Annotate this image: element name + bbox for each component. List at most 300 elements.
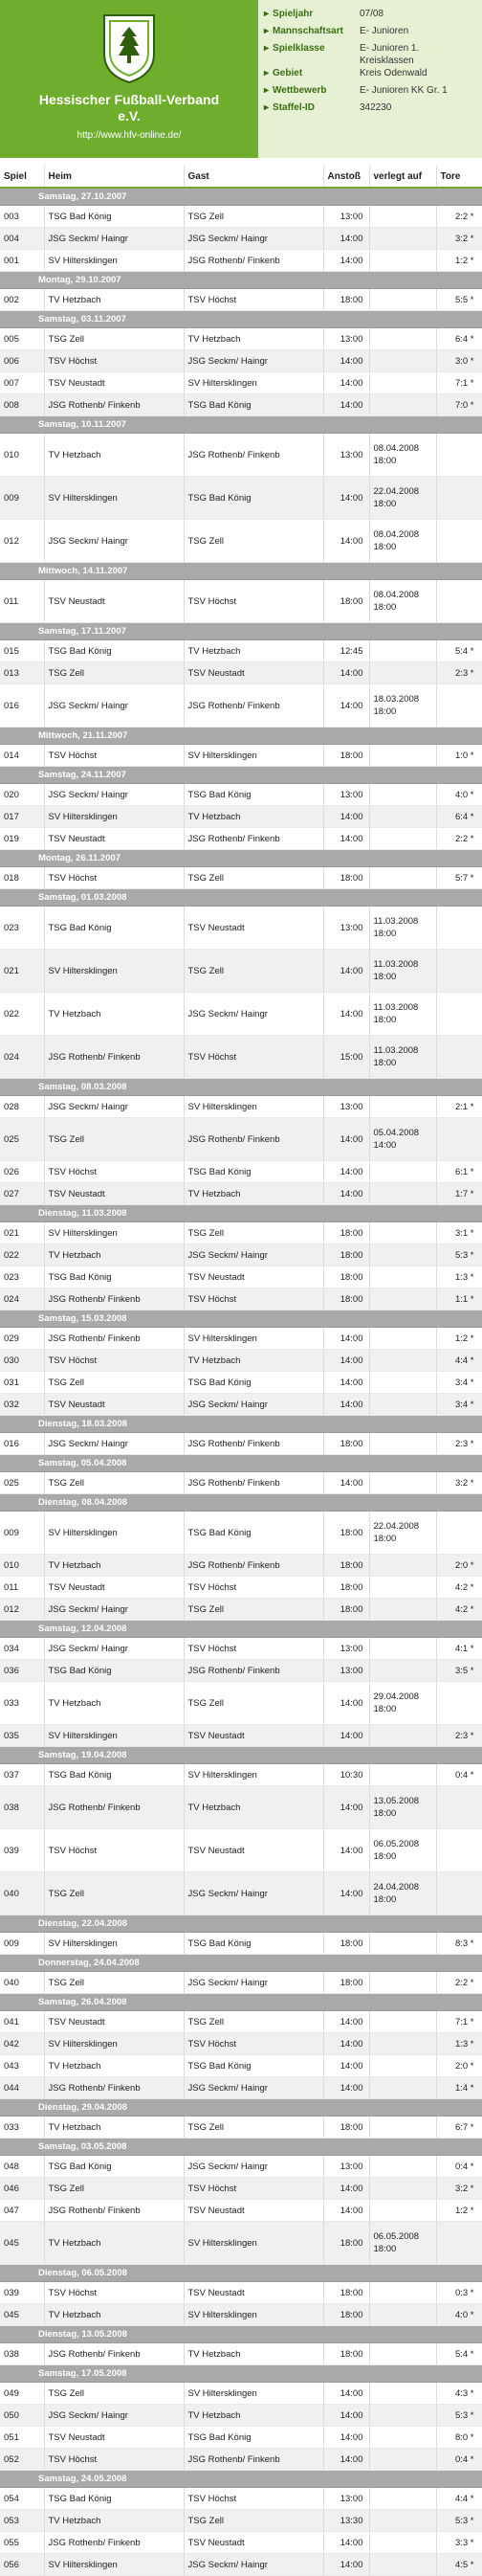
cell-spiel: 017 (0, 806, 44, 828)
match-date: Donnerstag, 24.04.2008 (0, 1955, 482, 1972)
cell-verlegt (369, 1372, 436, 1394)
cell-gast: SV Hiltersklingen (184, 1096, 323, 1118)
table-row (0, 1372, 482, 1394)
cell-gast: TV Hetzbach (184, 1183, 323, 1205)
cell-anstoss: 12:45 (323, 640, 369, 662)
table-row (0, 1555, 482, 1577)
cell-spiel: 010 (0, 434, 44, 477)
cell-gast: JSG Rothenb/ Finkenb (184, 684, 323, 728)
cell-tore: 3:1 * (436, 1222, 482, 1244)
table-row (0, 520, 482, 563)
cell-verlegt (369, 1638, 436, 1660)
cell-verlegt (369, 1555, 436, 1577)
cell-gast: JSG Seckm/ Haingr (184, 1972, 323, 1994)
cell-gast: TSG Zell (184, 2510, 323, 2532)
cell-anstoss: 14:00 (323, 1161, 369, 1183)
column-header-gast: Gast (184, 166, 323, 188)
cell-tore: 1:0 * (436, 745, 482, 767)
arrow-right-icon: ▸ (264, 102, 270, 113)
cell-verlegt: 18.03.2008 18:00 (369, 684, 436, 728)
column-header-spiel: Spiel (0, 166, 44, 188)
cell-heim: JSG Rothenb/ Finkenb (44, 1328, 184, 1350)
cell-verlegt (369, 2282, 436, 2304)
cell-spiel: 010 (0, 1555, 44, 1577)
cell-tore: 8:3 * (436, 1933, 482, 1955)
cell-anstoss: 14:00 (323, 806, 369, 828)
cell-heim: TV Hetzbach (44, 2055, 184, 2077)
cell-spiel: 021 (0, 1222, 44, 1244)
cell-gast: JSG Seckm/ Haingr (184, 350, 323, 372)
table-header-row (0, 166, 482, 188)
cell-spiel: 034 (0, 1638, 44, 1660)
table-row (0, 662, 482, 684)
table-row (0, 1288, 482, 1310)
cell-anstoss: 14:00 (323, 2055, 369, 2077)
cell-spiel: 054 (0, 2488, 44, 2510)
cell-gast: TSV Höchst (184, 1638, 323, 1660)
cell-anstoss: 14:00 (323, 477, 369, 520)
cell-gast: TSG Zell (184, 1682, 323, 1725)
cell-spiel: 028 (0, 1096, 44, 1118)
cell-tore: 2:3 * (436, 1433, 482, 1455)
cell-tore: 2:3 * (436, 662, 482, 684)
cell-verlegt (369, 1096, 436, 1118)
cell-verlegt (369, 1328, 436, 1350)
cell-anstoss: 18:00 (323, 1972, 369, 1994)
table-row (0, 2343, 482, 2365)
info-value: E- Junioren 1. Kreisklassen (360, 43, 420, 66)
cell-heim: TSG Zell (44, 1972, 184, 1994)
match-date-row (0, 1205, 482, 1222)
cell-anstoss: 14:00 (323, 2033, 369, 2055)
column-header-heim: Heim (44, 166, 184, 188)
cell-anstoss: 14:00 (323, 2554, 369, 2576)
cell-gast: JSG Seckm/ Haingr (184, 993, 323, 1036)
match-date: Samstag, 12.04.2008 (0, 1621, 482, 1638)
cell-tore: 5:5 * (436, 289, 482, 311)
match-date-row (0, 850, 482, 867)
cell-gast: SV Hiltersklingen (184, 372, 323, 394)
cell-anstoss: 18:00 (323, 1433, 369, 1455)
cell-gast: TV Hetzbach (184, 2343, 323, 2365)
table-row (0, 2383, 482, 2405)
cell-heim: SV Hiltersklingen (44, 1222, 184, 1244)
cell-heim: JSG Seckm/ Haingr (44, 2405, 184, 2427)
cell-spiel: 007 (0, 372, 44, 394)
cell-spiel: 041 (0, 2011, 44, 2033)
table-row (0, 372, 482, 394)
info-value: E- Junioren KK Gr. 1 (360, 85, 448, 96)
table-row (0, 1829, 482, 1872)
column-header-tore: Tore (436, 166, 482, 188)
cell-anstoss: 18:00 (323, 1933, 369, 1955)
table-row (0, 1394, 482, 1416)
cell-anstoss: 14:00 (323, 1394, 369, 1416)
cell-tore: 4:1 * (436, 1638, 482, 1660)
cell-spiel: 020 (0, 784, 44, 806)
info-label (264, 8, 360, 25)
cell-tore (436, 1786, 482, 1829)
cell-heim: TSV Höchst (44, 867, 184, 889)
cell-anstoss: 18:00 (323, 1244, 369, 1266)
cell-tore: 3:4 * (436, 1372, 482, 1394)
cell-anstoss: 14:00 (323, 2405, 369, 2427)
cell-gast: JSG Rothenb/ Finkenb (184, 1555, 323, 1577)
cell-tore: 6:7 * (436, 2117, 482, 2139)
cell-verlegt: 11.03.2008 18:00 (369, 950, 436, 993)
cell-heim: JSG Rothenb/ Finkenb (44, 394, 184, 416)
cell-verlegt (369, 250, 436, 272)
cell-spiel: 021 (0, 950, 44, 993)
table-row (0, 1725, 482, 1747)
cell-tore (436, 2222, 482, 2265)
match-date-row (0, 1994, 482, 2011)
cell-gast: TV Hetzbach (184, 806, 323, 828)
cell-heim: TSV Neustadt (44, 2427, 184, 2449)
cell-spiel: 053 (0, 2510, 44, 2532)
table-row (0, 477, 482, 520)
match-date: Samstag, 17.11.2007 (0, 623, 482, 640)
cell-tore: 3:2 * (436, 2178, 482, 2200)
table-row (0, 806, 482, 828)
cell-gast: TSG Bad König (184, 784, 323, 806)
cell-anstoss: 13:00 (323, 1638, 369, 1660)
match-date-row (0, 623, 482, 640)
cell-gast: SV Hiltersklingen (184, 1764, 323, 1786)
cell-anstoss: 18:00 (323, 1577, 369, 1599)
cell-gast: TSG Zell (184, 2117, 323, 2139)
cell-tore: 5:3 * (436, 2405, 482, 2427)
cell-verlegt (369, 1394, 436, 1416)
cell-anstoss: 15:00 (323, 1036, 369, 1079)
cell-gast: JSG Rothenb/ Finkenb (184, 1118, 323, 1161)
table-row (0, 1638, 482, 1660)
fixtures-body (0, 188, 482, 2576)
cell-spiel: 025 (0, 1118, 44, 1161)
match-date-row (0, 563, 482, 580)
match-date: Samstag, 24.05.2008 (0, 2471, 482, 2488)
info-label (264, 25, 360, 42)
cell-tore: 1:3 * (436, 1266, 482, 1288)
cell-anstoss: 18:00 (323, 2222, 369, 2265)
table-row (0, 2178, 482, 2200)
cell-anstoss: 14:00 (323, 2011, 369, 2033)
cell-heim: TSV Neustadt (44, 372, 184, 394)
cell-anstoss: 14:00 (323, 372, 369, 394)
cell-gast: TSG Zell (184, 520, 323, 563)
cell-tore: 4:4 * (436, 2488, 482, 2510)
cell-spiel: 052 (0, 2449, 44, 2471)
cell-heim: TSG Zell (44, 1118, 184, 1161)
table-row (0, 206, 482, 228)
cell-heim: TV Hetzbach (44, 2510, 184, 2532)
arrow-right-icon: ▸ (264, 9, 270, 19)
cell-anstoss: 18:00 (323, 1288, 369, 1310)
table-row (0, 2304, 482, 2326)
table-row (0, 1933, 482, 1955)
table-row (0, 1096, 482, 1118)
cell-heim: SV Hiltersklingen (44, 2033, 184, 2055)
cell-tore: 6:1 * (436, 1161, 482, 1183)
cell-heim: SV Hiltersklingen (44, 1512, 184, 1555)
match-date-row (0, 2265, 482, 2282)
cell-spiel: 039 (0, 2282, 44, 2304)
cell-tore: 1:4 * (436, 2077, 482, 2099)
cell-verlegt (369, 2178, 436, 2200)
cell-verlegt (369, 1764, 436, 1786)
cell-heim: JSG Rothenb/ Finkenb (44, 2532, 184, 2554)
cell-tore: 0:4 * (436, 2156, 482, 2178)
info-row (264, 101, 474, 119)
table-row (0, 1682, 482, 1725)
cell-spiel: 005 (0, 328, 44, 350)
cell-anstoss: 13:00 (323, 1660, 369, 1682)
cell-gast: JSG Rothenb/ Finkenb (184, 828, 323, 850)
cell-verlegt (369, 2011, 436, 2033)
cell-verlegt (369, 1660, 436, 1682)
info-row (264, 8, 474, 25)
cell-spiel: 009 (0, 477, 44, 520)
cell-verlegt (369, 289, 436, 311)
match-date: Dienstag, 11.03.2008 (0, 1205, 482, 1222)
cell-heim: TV Hetzbach (44, 2222, 184, 2265)
table-row (0, 2077, 482, 2099)
info-label-text: Spielklasse (273, 43, 325, 54)
table-row (0, 1244, 482, 1266)
match-date-row (0, 728, 482, 745)
cell-gast: SV Hiltersklingen (184, 2304, 323, 2326)
cell-verlegt (369, 1725, 436, 1747)
cell-heim: TSV Neustadt (44, 1577, 184, 1599)
cell-heim: JSG Seckm/ Haingr (44, 1096, 184, 1118)
table-row (0, 1577, 482, 1599)
cell-anstoss: 14:00 (323, 2449, 369, 2471)
table-row (0, 394, 482, 416)
cell-heim: TSG Bad König (44, 206, 184, 228)
cell-verlegt (369, 745, 436, 767)
cell-anstoss: 14:00 (323, 1872, 369, 1915)
cell-anstoss: 13:00 (323, 784, 369, 806)
info-row (264, 67, 474, 84)
info-value: 342230 (360, 102, 392, 113)
cell-heim: TV Hetzbach (44, 993, 184, 1036)
cell-gast: TSV Höchst (184, 2033, 323, 2055)
cell-heim: TSV Höchst (44, 1161, 184, 1183)
cell-spiel: 037 (0, 1764, 44, 1786)
cell-spiel: 035 (0, 1725, 44, 1747)
cell-spiel: 033 (0, 1682, 44, 1725)
cell-tore: 5:3 * (436, 1244, 482, 1266)
cell-verlegt: 11.03.2008 18:00 (369, 907, 436, 950)
cell-verlegt (369, 1244, 436, 1266)
match-date: Dienstag, 06.05.2008 (0, 2265, 482, 2282)
cell-spiel: 056 (0, 2554, 44, 2576)
cell-heim: TSG Zell (44, 1372, 184, 1394)
match-date-row (0, 1494, 482, 1512)
cell-gast: TSG Zell (184, 206, 323, 228)
table-row (0, 1764, 482, 1786)
cell-spiel: 022 (0, 993, 44, 1036)
cell-gast: JSG Seckm/ Haingr (184, 2554, 323, 2576)
cell-anstoss: 14:00 (323, 1183, 369, 1205)
cell-tore: 0:4 * (436, 2449, 482, 2471)
cell-anstoss: 14:00 (323, 1725, 369, 1747)
cell-anstoss: 14:00 (323, 684, 369, 728)
cell-verlegt (369, 372, 436, 394)
cell-heim: TSG Bad König (44, 640, 184, 662)
cell-verlegt (369, 350, 436, 372)
cell-verlegt (369, 2304, 436, 2326)
cell-tore: 1:7 * (436, 1183, 482, 1205)
cell-anstoss: 18:00 (323, 1266, 369, 1288)
cell-tore: 1:1 * (436, 1288, 482, 1310)
cell-gast: TSG Bad König (184, 2055, 323, 2077)
cell-spiel: 032 (0, 1394, 44, 1416)
cell-verlegt (369, 2554, 436, 2576)
cell-verlegt: 06.05.2008 18:00 (369, 2222, 436, 2265)
cell-tore: 2:2 * (436, 206, 482, 228)
cell-gast: TSG Zell (184, 1599, 323, 1621)
cell-heim: TSV Höchst (44, 745, 184, 767)
cell-spiel: 046 (0, 2178, 44, 2200)
cell-heim: TSG Zell (44, 2178, 184, 2200)
cell-gast: JSG Rothenb/ Finkenb (184, 1660, 323, 1682)
arrow-right-icon: ▸ (264, 43, 270, 54)
cell-gast: TSG Bad König (184, 1933, 323, 1955)
cell-tore (436, 1036, 482, 1079)
cell-heim: JSG Rothenb/ Finkenb (44, 2077, 184, 2099)
cell-gast: TSV Höchst (184, 2178, 323, 2200)
match-date-row (0, 2139, 482, 2156)
cell-verlegt (369, 2117, 436, 2139)
cell-tore (436, 993, 482, 1036)
cell-tore: 3:5 * (436, 1660, 482, 1682)
table-row (0, 2405, 482, 2427)
cell-verlegt (369, 394, 436, 416)
cell-gast: JSG Seckm/ Haingr (184, 2156, 323, 2178)
column-header-verlegt: verlegt auf (369, 166, 436, 188)
cell-anstoss: 14:00 (323, 993, 369, 1036)
cell-heim: TSV Neustadt (44, 580, 184, 623)
match-date: Dienstag, 13.05.2008 (0, 2326, 482, 2343)
match-date: Montag, 29.10.2007 (0, 272, 482, 289)
match-date: Dienstag, 29.04.2008 (0, 2099, 482, 2117)
table-row (0, 2011, 482, 2033)
cell-tore: 3:3 * (436, 2532, 482, 2554)
info-label (264, 67, 360, 84)
cell-anstoss: 13:00 (323, 2488, 369, 2510)
table-row (0, 1872, 482, 1915)
cell-spiel: 004 (0, 228, 44, 250)
cell-heim: SV Hiltersklingen (44, 250, 184, 272)
cell-heim: TSG Zell (44, 1872, 184, 1915)
cell-heim: JSG Seckm/ Haingr (44, 228, 184, 250)
cell-anstoss: 18:00 (323, 1599, 369, 1621)
table-row (0, 2488, 482, 2510)
cell-heim: TSG Bad König (44, 1764, 184, 1786)
match-date-row (0, 767, 482, 784)
cell-tore (436, 1682, 482, 1725)
cell-tore: 0:4 * (436, 1764, 482, 1786)
cell-verlegt (369, 2427, 436, 2449)
cell-anstoss: 13:00 (323, 907, 369, 950)
cell-tore: 6:4 * (436, 328, 482, 350)
cell-anstoss: 14:00 (323, 662, 369, 684)
cell-heim: SV Hiltersklingen (44, 950, 184, 993)
cell-spiel: 019 (0, 828, 44, 850)
cell-anstoss: 14:00 (323, 350, 369, 372)
table-row (0, 745, 482, 767)
cell-gast: TV Hetzbach (184, 2405, 323, 2427)
cell-spiel: 023 (0, 907, 44, 950)
cell-spiel: 009 (0, 1512, 44, 1555)
cell-anstoss: 18:00 (323, 1222, 369, 1244)
table-row (0, 2554, 482, 2576)
cell-tore: 2:0 * (436, 1555, 482, 1577)
cell-spiel: 026 (0, 1161, 44, 1183)
cell-spiel: 051 (0, 2427, 44, 2449)
match-date-row (0, 2471, 482, 2488)
cell-anstoss: 13:00 (323, 206, 369, 228)
info-row (264, 42, 474, 67)
cell-anstoss: 18:00 (323, 580, 369, 623)
match-date: Samstag, 05.04.2008 (0, 1455, 482, 1472)
cell-heim: JSG Seckm/ Haingr (44, 784, 184, 806)
cell-gast: TSG Zell (184, 1222, 323, 1244)
cell-verlegt: 22.04.2008 18:00 (369, 477, 436, 520)
table-row (0, 993, 482, 1036)
cell-spiel: 038 (0, 1786, 44, 1829)
match-date-row (0, 416, 482, 434)
info-label (264, 42, 360, 67)
cell-heim: JSG Seckm/ Haingr (44, 1599, 184, 1621)
match-date: Samstag, 10.11.2007 (0, 416, 482, 434)
cell-anstoss: 14:00 (323, 1786, 369, 1829)
cell-anstoss: 14:00 (323, 2178, 369, 2200)
cell-tore: 4:0 * (436, 2304, 482, 2326)
cell-spiel: 036 (0, 1660, 44, 1682)
match-date-row (0, 188, 482, 206)
cell-spiel: 013 (0, 662, 44, 684)
cell-tore (436, 1872, 482, 1915)
match-date: Mittwoch, 14.11.2007 (0, 563, 482, 580)
logo-panel (0, 0, 258, 158)
cell-spiel: 016 (0, 684, 44, 728)
cell-spiel: 011 (0, 580, 44, 623)
table-row (0, 1786, 482, 1829)
cell-anstoss: 18:00 (323, 1555, 369, 1577)
organization-url-link[interactable]: http://www.hfv-online.de/ (77, 130, 182, 141)
cell-heim: JSG Rothenb/ Finkenb (44, 1288, 184, 1310)
cell-verlegt (369, 640, 436, 662)
table-row (0, 950, 482, 993)
match-date-row (0, 1455, 482, 1472)
info-label-text: Staffel-ID (273, 102, 315, 113)
cell-anstoss: 14:00 (323, 1372, 369, 1394)
cell-anstoss: 14:00 (323, 1328, 369, 1350)
match-date-row (0, 1310, 482, 1328)
cell-spiel: 012 (0, 1599, 44, 1621)
info-value: E- Junioren (360, 26, 409, 36)
match-date-row (0, 1955, 482, 1972)
cell-spiel: 027 (0, 1183, 44, 1205)
cell-gast: TSV Neustadt (184, 662, 323, 684)
cell-gast: TSG Bad König (184, 1372, 323, 1394)
cell-gast: TV Hetzbach (184, 1786, 323, 1829)
cell-verlegt (369, 2033, 436, 2055)
cell-verlegt: 08.04.2008 18:00 (369, 520, 436, 563)
table-row (0, 1512, 482, 1555)
